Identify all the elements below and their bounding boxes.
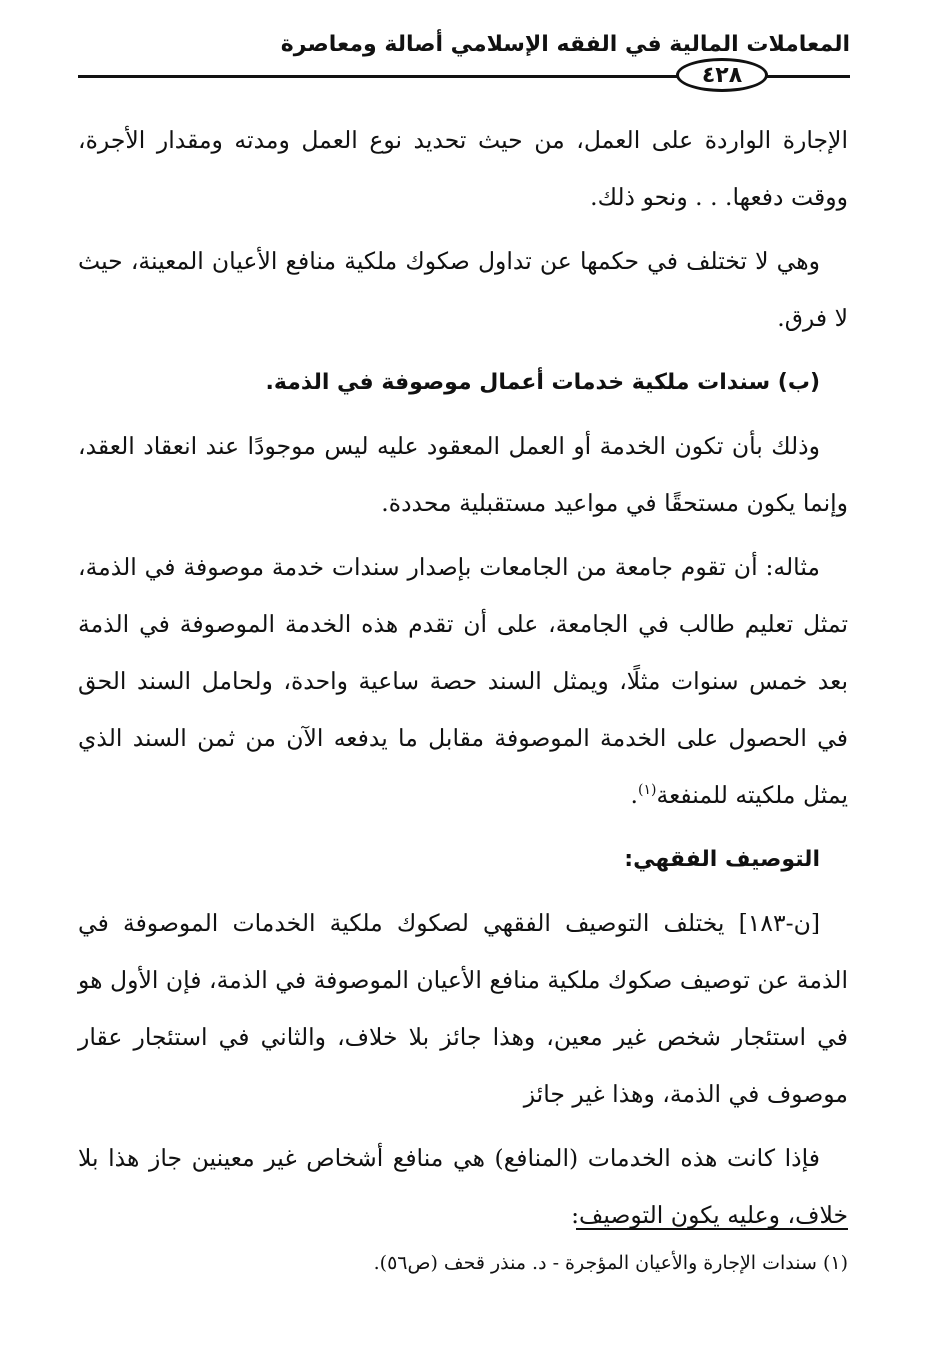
example-paragraph — [78, 539, 848, 824]
footnote: (١) سندات الإجارة والأعيان المؤجرة - د. منذر قحف (ص٥٦). — [373, 1252, 848, 1274]
paragraph: الإجارة الواردة على العمل، من حيث تحديد نوع العمل ومدته ومقدار الأجرة، ووقت دفعها. . . ونحو ذلك. — [78, 126, 848, 211]
page-number: ٤٢٨ — [676, 58, 768, 92]
paragraph: [ن-١٨٣] يختلف التوصيف الفقهي لصكوك ملكية الخدمات الموصوفة في الذمة عن توصيف صكوك ملكية منافع الأعيان الموصوفة في الذمة، فإن الأول هو في استئجار شخص غير معين، وهذا جائز بلا خلاف، والثاني في استئجار عقار موصوف في الذمة، وهذا غير جائز — [78, 909, 848, 1108]
running-header-title: المعاملات المالية في الفقه الإسلامي أصالة ومعاصرة — [280, 32, 850, 57]
paragraph: وذلك بأن تكون الخدمة أو العمل المعقود عليه ليس موجودًا عند انعقاد العقد، وإنما يكون مستحقًا في مواعيد مستقبلية محددة. — [78, 432, 848, 517]
paragraph: فإذا كانت هذه الخدمات (المنافع) هي منافع أشخاص غير معينين جاز هذا بلا خلاف، وعليه يكون التوصيف: — [78, 1144, 848, 1229]
section-heading: (ب) سندات ملكية خدمات أعمال موصوفة في الذمة. — [265, 370, 820, 395]
example-text: مثاله: أن تقوم جامعة من الجامعات بإصدار سندات خدمة موصوفة في الذمة، تمثل تعليم طالب في الجامعة، على أن تقدم هذه الخدمة الموصوفة في الذمة بعد خمس سنوات مثلًا، ويمثل السند حصة ساعية واحدة، ولحامل السند الحق في الحصول على الخدمة الموصوفة مقابل ما يدفعه الآن من ثمن السند الذي يمثل ملكيته للمنفعة — [78, 553, 848, 809]
footnote-separator — [576, 1228, 848, 1230]
sentence-end: . — [630, 781, 638, 809]
section-heading: التوصيف الفقهي: — [624, 847, 820, 872]
paragraph: وهي لا تختلف في حكمها عن تداول صكوك ملكية منافع الأعيان المعينة، حيث لا فرق. — [78, 247, 848, 332]
main-text — [78, 112, 848, 1251]
footnote-reference: (١) — [638, 782, 657, 799]
